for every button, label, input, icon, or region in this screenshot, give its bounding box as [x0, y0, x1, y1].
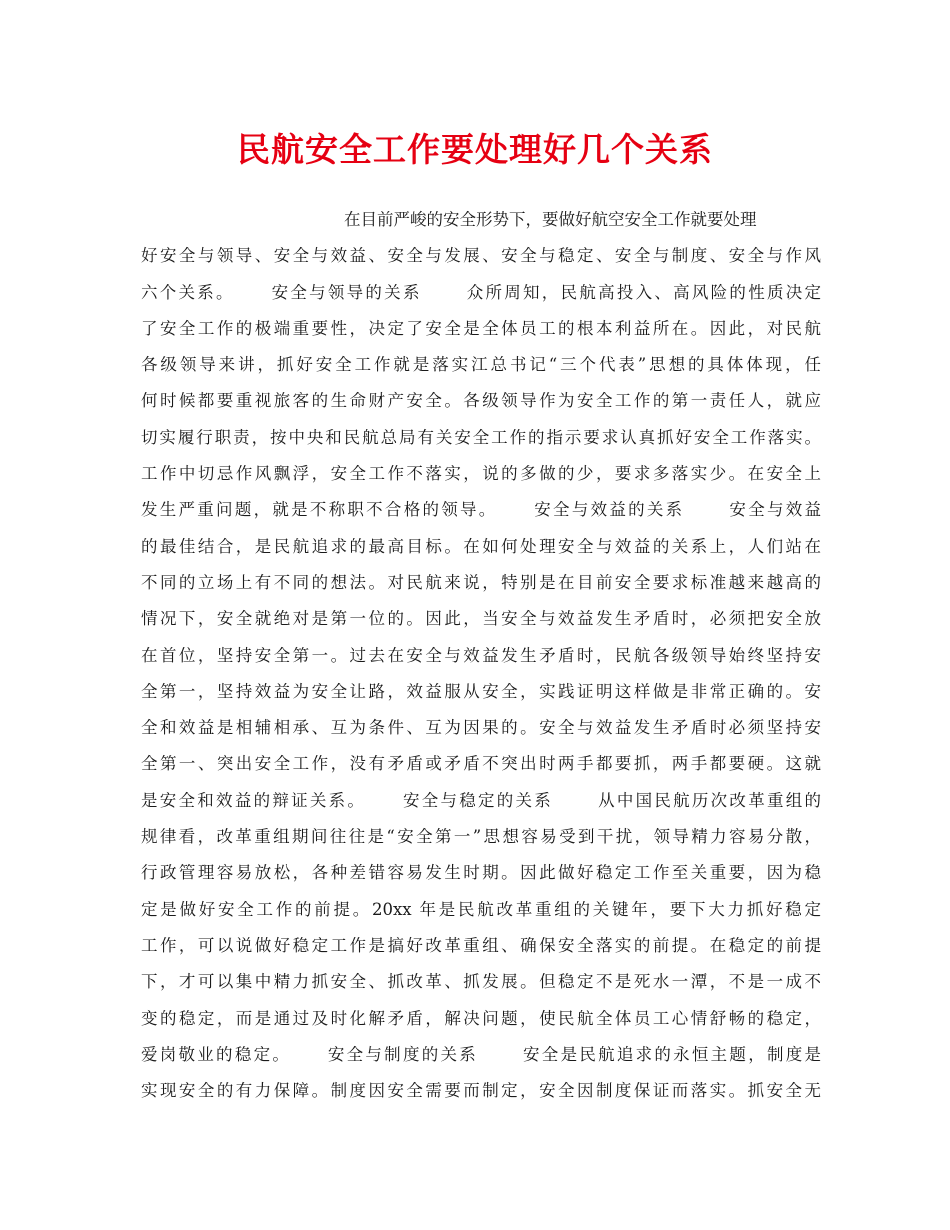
body-line: 变的稳定，而是通过及时化解矛盾，解决问题，使民航全体员工心情舒畅的稳定，: [141, 1008, 821, 1028]
body-line: 各级领导来讲，抓好安全工作就是落实江总书记“三个代表”思想的具体体现，任: [141, 355, 821, 375]
body-line: 的最佳结合，是民航追求的最高目标。在如何处理安全与效益的关系上，人们站在: [141, 536, 821, 556]
document-body: [141, 202, 821, 1109]
body-line: 全和效益是相辅相承、互为条件、互为因果的。安全与效益发生矛盾时必须坚持安: [141, 718, 821, 738]
body-line: 不同的立场上有不同的想法。对民航来说，特别是在目前安全要求标准越来越高的: [141, 572, 821, 592]
body-line: 是安全和效益的辩证关系。 安全与稳定的关系 从中国民航历次改革重组的: [141, 790, 821, 810]
body-line: 在首位，坚持安全第一。过去在安全与效益发生矛盾时，民航各级领导始终坚持安: [141, 645, 821, 665]
body-line: 实现安全的有力保障。制度因安全需要而制定，安全因制度保证而落实。抓安全无: [141, 1081, 821, 1101]
body-line: 爱岗敬业的稳定。 安全与制度的关系 安全是民航追求的永恒主题，制度是: [141, 1044, 821, 1064]
body-line: 全第一、突出安全工作，没有矛盾或矛盾不突出时两手都要抓，两手都要硬。这就: [141, 754, 821, 774]
body-line: 全第一，坚持效益为安全让路，效益服从安全，实践证明这样做是非常正确的。安: [141, 681, 821, 701]
body-line: 好安全与领导、安全与效益、安全与发展、安全与稳定、安全与制度、安全与作风: [141, 246, 821, 266]
body-line: 切实履行职责，按中央和民航总局有关安全工作的指示要求认真抓好安全工作落实。: [141, 427, 821, 447]
body-line: 在目前严峻的安全形势下，要做好航空安全工作就要处理: [344, 210, 757, 229]
body-line: 规律看，改革重组期间往往是“安全第一”思想容易受到干扰，领导精力容易分散，: [141, 827, 821, 847]
body-line: 下，才可以集中精力抓安全、抓改革、抓发展。但稳定不是死水一潭，不是一成不: [141, 972, 821, 992]
body-line: 何时候都要重视旅客的生命财产安全。各级领导作为安全工作的第一责任人，就应: [141, 391, 821, 411]
body-line: 六个关系。 安全与领导的关系 众所周知，民航高投入、高风险的性质决定: [141, 282, 821, 302]
body-line: 了安全工作的极端重要性，决定了安全是全体员工的根本利益所在。因此，对民航: [141, 318, 821, 338]
body-line: 工作中切忌作风飘浮，安全工作不落实，说的多做的少，要求多落实少。在安全上: [141, 464, 821, 484]
document-title: 民航安全工作要处理好几个关系: [237, 130, 713, 169]
body-line: 工作，可以说做好稳定工作是搞好改革重组、确保安全落实的前提。在稳定的前提: [141, 935, 821, 955]
body-line: 行政管理容易放松，各种差错容易发生时期。因此做好稳定工作至关重要，因为稳: [141, 863, 821, 883]
body-line: 定是做好安全工作的前提。20xx 年是民航改革重组的关键年，要下大力抓好稳定: [141, 899, 821, 919]
body-line: 发生严重问题，就是不称职不合格的领导。 安全与效益的关系 安全与效益: [141, 500, 821, 520]
body-line: 情况下，安全就绝对是第一位的。因此，当安全与效益发生矛盾时，必须把安全放: [141, 609, 821, 629]
